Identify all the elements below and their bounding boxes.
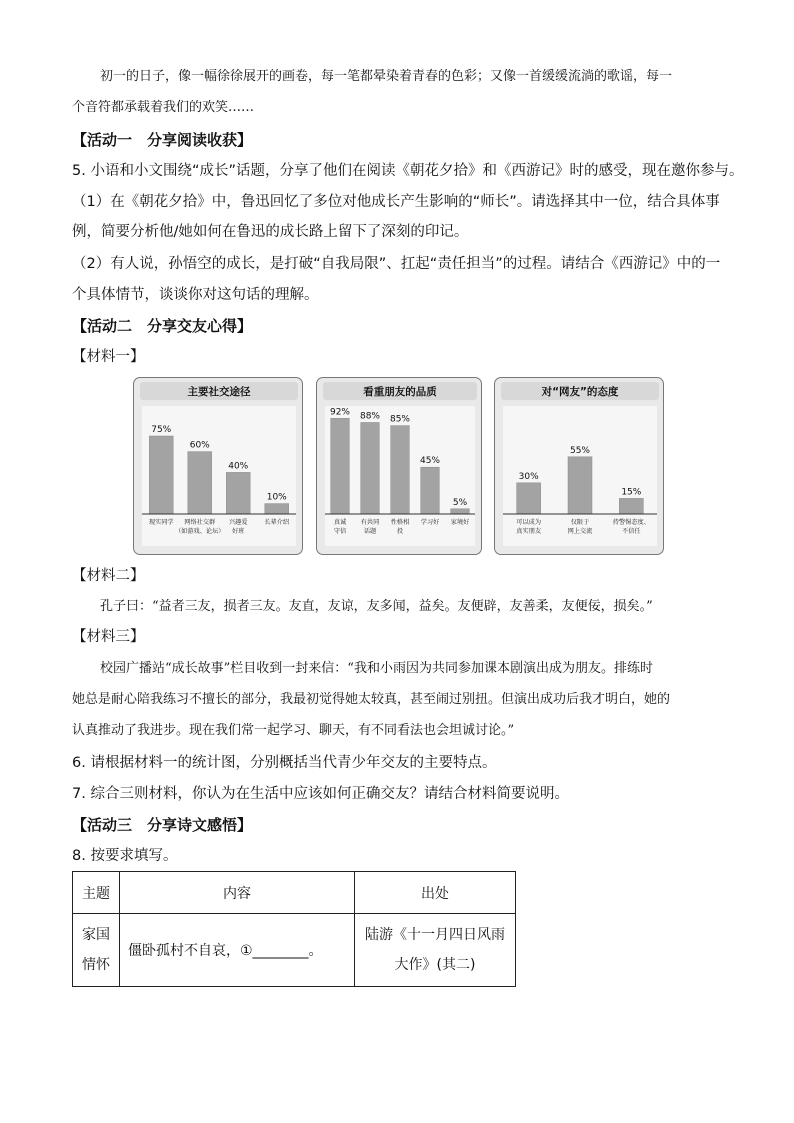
header-source: 出处 <box>355 872 516 914</box>
material3-line-1: 校园广播站“成长故事”栏目收到一封来信：“我和小雨因为共同参加课本剧演出成为朋友。排练时 <box>100 661 653 676</box>
bar-4 <box>451 509 470 514</box>
question-5-1-line-2: 例，简要分析他/她如何在鲁迅的成长路上留下了深刻的印记。 <box>72 224 469 240</box>
bar-0 <box>517 483 541 514</box>
bar-value-label: 88% <box>359 411 381 422</box>
category-label: 不信任 <box>622 528 641 535</box>
bar-value-label: 45% <box>419 456 441 467</box>
chart-title: 主要社交途径 <box>187 386 251 398</box>
bar-1 <box>361 422 380 514</box>
bar-2 <box>391 426 410 514</box>
category-label: 有共同 <box>360 519 380 526</box>
bar-value-label: 40% <box>228 461 249 472</box>
bar-2 <box>619 498 643 514</box>
bar-1 <box>568 457 592 514</box>
category-label: 学习好 <box>420 519 440 526</box>
activity2-heading: 【活动二 分享交友心得】 <box>72 317 253 335</box>
category-label: 现实同学 <box>148 519 174 526</box>
category-label: 真诚 <box>333 519 347 526</box>
question-7: 7. 综合三则材料，你认为在生活中应该如何正确交友？请结合材料简要说明。 <box>72 786 569 802</box>
source-line-2: 大作》(其二) <box>394 957 476 973</box>
question-5: 5. 小语和小文围绕“成长”话题，分享了他们在阅读《朝花夕拾》和《西游记》时的感受，现在邀你参与。 <box>72 163 744 179</box>
material2-text: 孔子曰：“益者三友，损者三友。友直，友谅，友多闻，益矣。友便辟，友善柔，友便佞，损矣。” <box>100 599 653 614</box>
bar-value-label: 75% <box>151 425 172 435</box>
bar-0 <box>331 418 350 514</box>
question-5-2-line-2: 个具体情节，谈谈你对这句话的理解。 <box>72 287 319 303</box>
table-row <box>73 914 516 987</box>
bar-value-label: 5% <box>452 497 468 508</box>
header-theme: 主题 <box>73 872 120 914</box>
activity1-heading: 【活动一 分享阅读收获】 <box>72 131 253 149</box>
chart-title: 对“网友”的态度 <box>541 386 619 398</box>
chart-title: 看重朋友的品质 <box>363 386 437 398</box>
theme-line-2: 情怀 <box>82 957 110 973</box>
category-label: 性格相 <box>390 519 410 526</box>
chart-friend-qualities <box>317 378 483 556</box>
chart-online-friends <box>495 378 665 556</box>
table-header-row <box>73 872 516 914</box>
cell-content: 僵卧孤村不自哀，①________。 <box>120 914 355 987</box>
question-5-2-line-1: （2）有人说，孙悟空的成长，是打破“自我局限”、扛起“责任担当”的过程。请结合《西游记》中的一 <box>72 256 721 272</box>
question-5-1-line-1: （1）在《朝花夕拾》中，鲁迅回忆了多位对他成长产生影响的“师长”。请选择其中一位，结合具体事 <box>72 194 720 210</box>
intro-line-2: 个音符都承载着我们的欢笑…… <box>72 100 255 115</box>
category-label: （如游戏、论坛） <box>175 528 225 535</box>
category-label: 网上交流 <box>567 528 593 535</box>
category-label: 投 <box>396 528 404 535</box>
question-8: 8. 按要求填写。 <box>72 848 178 864</box>
category-label: 好班 <box>232 528 245 535</box>
chart-panel-friend-qualities <box>316 377 482 555</box>
material3-line-3: 认真推动了我进步。现在我们常一起学习、聊天，有不同看法也会坦诚讨论。” <box>72 723 515 738</box>
bar-value-label: 15% <box>621 487 642 498</box>
bar-3 <box>265 504 289 514</box>
theme-line-1: 家国 <box>82 927 110 943</box>
bar-2 <box>226 472 250 514</box>
category-label: 持警惕态度、 <box>612 519 650 526</box>
material2-label: 【材料二】 <box>72 568 145 584</box>
category-label: 可以成为 <box>516 519 542 526</box>
category-label: 网络社交群 <box>184 519 216 526</box>
bar-value-label: 60% <box>189 440 210 451</box>
category-label: 兴趣爱 <box>228 519 248 526</box>
bar-value-label: 85% <box>389 414 411 425</box>
source-line-1: 陆游《十一月四日风雨 <box>365 927 505 943</box>
intro-line-1: 初一的日子，像一幅徐徐展开的画卷，每一笔都晕染着青春的色彩；又像一首缓缓流淌的歌谣，每一 <box>100 69 673 84</box>
bar-value-label: 30% <box>518 471 539 482</box>
poem-table <box>72 871 516 987</box>
bar-value-label: 92% <box>329 407 351 418</box>
category-label: 守信 <box>333 528 347 535</box>
header-content: 内容 <box>120 872 355 914</box>
bar-0 <box>149 436 173 514</box>
category-label: 长辈介绍 <box>264 519 290 526</box>
category-label: 话题 <box>363 528 377 535</box>
chart-panel-social-channels <box>133 377 303 555</box>
category-label: 家境好 <box>450 519 470 526</box>
question-6: 6. 请根据材料一的统计图，分别概括当代青少年交友的主要特点。 <box>72 755 497 771</box>
material3-line-2: 她总是耐心陪我练习不擅长的部分，我最初觉得她太较真，甚至闹过别扭。但演出成功后我才明白，她的 <box>72 692 671 707</box>
bar-3 <box>421 467 440 514</box>
cell-theme <box>73 914 120 987</box>
chart-social-channels <box>134 378 304 556</box>
bar-1 <box>188 452 212 514</box>
cell-source <box>355 914 516 987</box>
bar-value-label: 55% <box>569 445 591 456</box>
bar-value-label: 10% <box>266 492 287 503</box>
material1-label: 【材料一】 <box>72 349 145 365</box>
category-label: 仅限于 <box>570 519 590 526</box>
activity3-heading: 【活动三 分享诗文感悟】 <box>72 816 253 834</box>
chart-panel-online-friends <box>494 377 664 555</box>
material3-label: 【材料三】 <box>72 629 145 645</box>
category-label: 真实朋友 <box>516 528 542 535</box>
